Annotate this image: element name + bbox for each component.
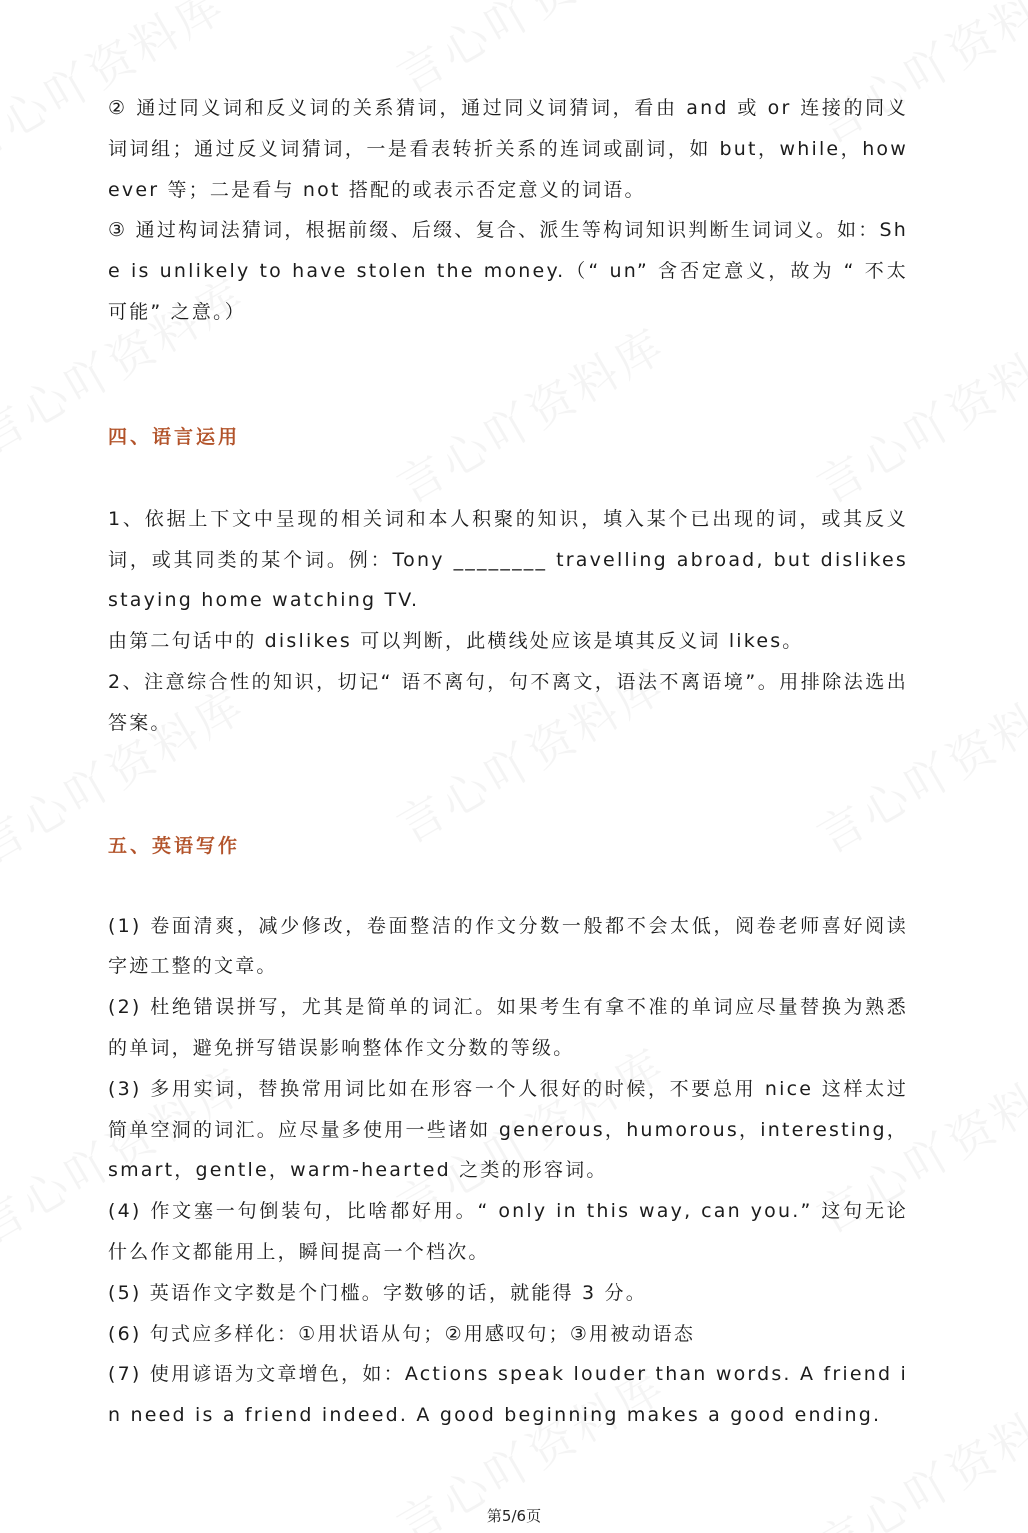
list-item: (3) 多用实词，替换常用词比如在形容一个人很好的时候，不要总用 nice 这样太过简单空洞的词汇。应尽量多使用一些诸如 generous，humorous，interesting，smart，gentle，warm-hearted 之类的形容词。 [108,1077,908,1182]
paragraph-synonym-antonym: ② 通过同义词和反义词的关系猜词，通过同义词猜词，看由 and 或 or 连接的同义词词组；通过反义词猜词，一是看表转折关系的连词或副词，如 but，while，however 等；二是看与 not 搭配的或表示否定意义的词语。 [108,97,908,201]
list-item: (4) 作文塞一句倒装句，比啥都好用。“ only in this way, can you.” 这句无论什么作文都能用上，瞬间提高一个档次。 [108,1200,908,1263]
list-item: (1) 卷面清爽，减少修改，卷面整洁的作文分数一般都不会太低，阅卷老师喜好阅读字迹工整的文章。 [108,914,908,978]
list-item: 1、依据上下文中呈现的相关词和本人积聚的知识，填入某个已出现的词，或其反义词，或其同类的某个词。例：Tony ________ travelling abroad, but dislikes staying home watching TV. [108,507,908,612]
section-heading-language-use: 四、语言运用 [108,425,241,448]
paragraph-word-formation: ③ 通过构词法猜词，根据前缀、后缀、复合、派生等构词知识判断生词词义。如：She is unlikely to have stolen the money.（“ un” 含否定意义，故为 “ 不太可能” 之意。） [108,219,908,323]
list-item: (7) 使用谚语为文章增色，如：Actions speak louder than words. A friend in need is a friend indeed. A good beginning makes a good ending. [108,1363,908,1427]
document-content [108,88,908,1436]
list-item: (6) 句式应多样化：①用状语从句；②用感叹句；③用被动语态 [108,1322,696,1345]
page-number: 第5/6页 [486,1507,542,1525]
list-item: 由第二句话中的 dislikes 可以判断，此横线处应该是填其反义词 likes。 [108,630,804,653]
list-item: (2) 杜绝错误拼写，尤其是简单的词汇。如果考生有拿不准的单词应尽量替换为熟悉的单词，避免拼写错误影响整体作文分数的等级。 [108,996,908,1059]
list-item: (5) 英语作文字数是个门槛。字数够的话，就能得 3 分。 [108,1281,647,1304]
section-heading-english-writing: 五、英语写作 [108,834,241,857]
list-item: 2、注意综合性的知识，切记“ 语不离句，句不离文，语法不离语境”。用排除法选出答案。 [108,670,908,734]
